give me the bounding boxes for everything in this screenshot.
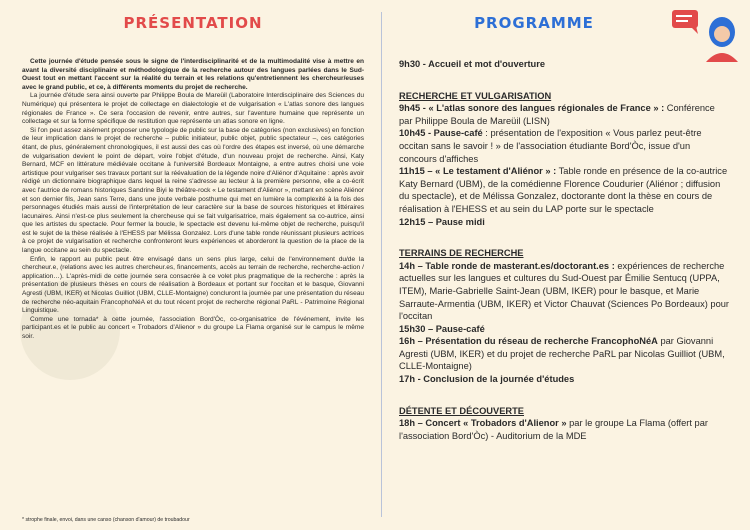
presentation-text — [22, 58, 364, 342]
paragraph-2: La journée d'étude sera ainsi ouverte par Philippe Boula de Mareüil (Laboratoire Interdisciplinaire des Sciences du Numérique) qui présentera le projet de collectage en dialectologie et de vulgarisation « L'atlas sonore des langues régionales de France ». Ce sera l'occasion de revenir, entre autres, sur l'aventure humaine que représente un collectage et sur la forme spécifique de restitution que représente un atlas sonore en ligne. — [22, 92, 364, 126]
programme-title: PROGRAMME — [474, 14, 594, 32]
paragraph-4: Enfin, le rapport au public peut être envisagé dans un sens plus large, celui de l'environnement du/de la chercheur.e, (relations avec les autres chercheur.es, financements, accès au terrain de recherche, recherche-action / application…). L'après-midi de cette journée sera consacrée à ce volet plus pragmatique de la recherche : après la présentation de plusieurs thèses en cours de réalisation à Bordeaux et portant sur l'occitan et le basque, Giovanni Agresti (UBM, IKER) et Nicolas Guilliot (UBM, CLLE-Montaigne) concluront la journée par une présentation du réseau de recherche néo-aquitain FrancophoNéA et du tout récent projet de recherche régional PaRL - Patrimoine Régional Linguistique. — [22, 255, 364, 315]
programme-item: 16h – Présentation du réseau de recherche FrancophoNéA par Giovanni Agresti (UBM, IKER) et du projet de recherche PaRL par Nicolas Guilliot (UBM, CLLE-Montaigne) — [399, 336, 725, 372]
presentation-column — [22, 8, 364, 342]
section-heading-3: DÉTENTE ET DÉCOUVERTE — [399, 405, 525, 416]
section-heading-1: RECHERCHE ET VULGARISATION — [399, 90, 552, 101]
column-divider — [381, 12, 382, 517]
programme-item: 10h45 - Pause-café : présentation de l'exposition « Vous parlez peut-être occitan sans le savoir ! » de l'association étudiante Bord'Òc, issue d'un concours d'affiches — [399, 128, 702, 164]
paragraph-5: Comme une tornada* à cette journée, l'association Bord'Òc, co-organisatrice de l'événement, invite les participant.es et le public au concert « Trobadors d'Alienor » du groupe La Flama organisé sur le campus le même soir. — [22, 315, 364, 340]
programme-column — [399, 8, 729, 442]
programme-item: 14h – Table ronde de masterant.es/doctorant.es : expériences de recherche actuelles sur les langues et cultures du Sud-Ouest par Émilie Sentucq (UPPA, ITEM), Marie-Gabrielle Saint-Jean (UBM, IKER) pour le basque, et Marie Sarraute-Armentia (UBM, IKER) et Victor Chauvat (Sciences Po Bordeaux) pour l'occitan — [399, 260, 730, 322]
programme-list — [399, 58, 729, 442]
programme-item: 17h - Conclusion de la journée d'études — [399, 374, 575, 385]
programme-item: 18h – Concert « Trobadors d'Alienor » par le groupe La Flama (offert par l'association Bord'Òc) - Auditorium de la MDE — [399, 418, 708, 441]
presentation-title: PRÉSENTATION — [123, 14, 263, 32]
opening-item: 9h30 - Accueil et mot d'ouverture — [399, 59, 546, 69]
paragraph-1: Cette journée d'étude pensée sous le signe de l'interdisciplinarité et de la multimodalité vise à mettre en avant la diversité disciplinaire et méthodologique de la recherche autour des langues parlées dans le Sud-Ouest tout en mettant l'accent sur la réalité du terrain et les relations qu'entretiennent les chercheur/euses avec le grand public, et ce, à différents moments du projet de recherche. — [22, 58, 364, 91]
programme-item: 9h45 - « L'atlas sonore des langues régionales de France » : Conférence par Philippe Boula de Mareüil (LISN) — [399, 103, 715, 126]
footnote: * strophe finale, envoi, dans une canso (chanson d'amour) de troubadour — [22, 517, 190, 523]
programme-item: 12h15 – Pause midi — [399, 216, 485, 227]
programme-item: 11h15 – « Le testament d'Aliénor » : Table ronde en présence de la co-autrice Katy Bernard (UBM), de la comédienne Florence Coudurier (Aliénor ; diffusion du spectacle), et de Mélissa Gonzalez, doctorante dont la thèse en cours de réalisation à l'EHESS et au sein du LAP porte sur le spectacle — [399, 166, 728, 214]
section-heading-2: TERRAINS DE RECHERCHE — [399, 248, 524, 259]
programme-item: 15h30 – Pause-café — [399, 323, 485, 334]
paragraph-3: Si l'on peut assez aisément proposer une typologie de public sur la base de catégories (non exclusives) en fonction de leur implication dans le projet de recherche – public initiateur, public objet, public spectateur –, ces catégories étant, de plus, généralement chronologiques, il est aussi des cas où l'ordre des étapes est inversé, où une démarche de vulgarisation devient le point de départ, voire l'objet d'étude, d'un nouveau projet de recherche. Ainsi, Katy Bernard, MCF en littérature médiévale occitane à l'université Bordeaux Montaigne, a entre autres choisi une voie artistique pour vulgariser ses travaux portant sur la réévaluation de la légende noire d'Aliénor d'Aquitaine : après avoir rédigé un dictionnaire biographique dans lequel la reine s'adresse au lecteur à la première personne, elle a co-écrit avec l'autrice de romans historiques Sandrine Biyi le théâtre-rock « Le testament d'Aliénor », mettant en scène Aliénor et son dernier fils, Jean sans Terre, dans une joute verbale posthume qui met en lumière la complexité à la fois des personnages étudiés mais aussi de l'interprétation de leur caractère sur la base de sources historiques et littéraires lacunaires. Ainsi n'est-ce plus seulement la chercheuse qui se fait vulgarisatrice, mais également sa co-autrice, ainsi que les artistes du spectacle. Pour fermer la boucle, le spectacle est devenu lui-même objet de recherche, puisqu'il est le sujet de la thèse réalisée à l'EHESS par Mélissa Gonzalez. Lors d'une table ronde réunissant plusieurs actrices à ce projet de vulgarisation et recherche confronteront leurs expériences et aborderont la question de la place de la langue occitane au sein du spectacle. — [22, 126, 364, 255]
